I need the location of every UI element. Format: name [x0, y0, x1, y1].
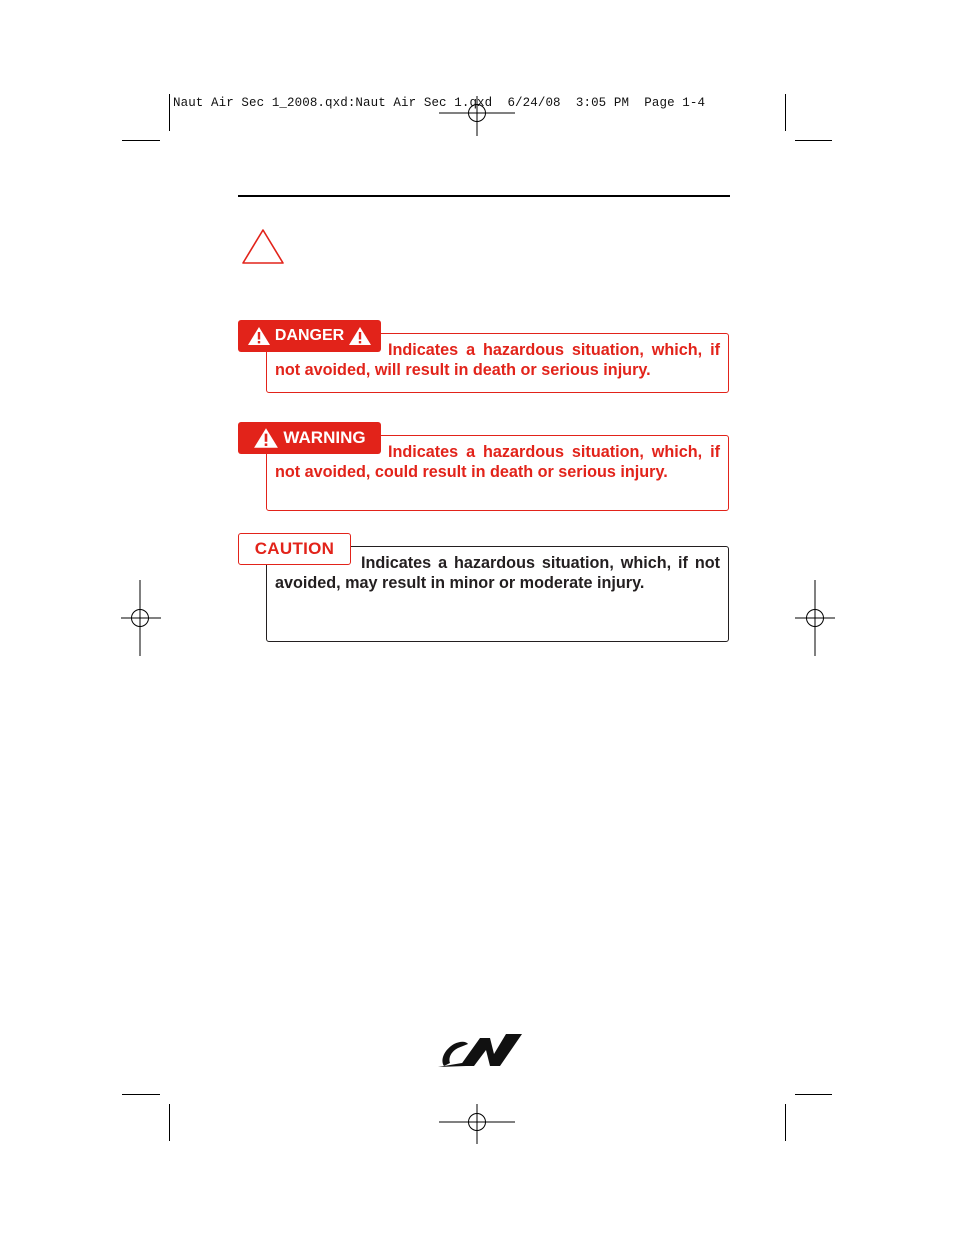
warning-triangle-icon: [241, 228, 285, 266]
header-rule: [238, 195, 730, 197]
nautilus-logo-icon: [438, 1032, 524, 1068]
warning-text: Indicates a hazardous situation, which, if not avoided, could result in death or serious injury.: [275, 443, 720, 481]
crop-mark: [795, 140, 832, 141]
crop-mark: [122, 140, 160, 141]
danger-label: [238, 320, 381, 352]
crop-mark: [785, 94, 786, 131]
warning-label-text: WARNING: [283, 428, 366, 447]
danger-text: Indicates a hazardous situation, which, if not avoided, will result in death or serious injury.: [275, 341, 720, 379]
warning-triangle-icon: [247, 326, 271, 346]
registration-mark-icon: [439, 96, 515, 136]
file-slug: Naut Air Sec 1_2008.qxd:Naut Air Sec 1.qxd 6/24/08 3:05 PM Page 1-4: [173, 96, 706, 110]
danger-label-text: DANGER: [274, 327, 345, 344]
caution-label: CAUTION: [238, 533, 351, 565]
registration-mark-icon: [795, 580, 835, 656]
crop-mark: [785, 1104, 786, 1141]
crop-mark: [122, 1094, 160, 1095]
registration-mark-icon: [439, 1104, 515, 1144]
crop-mark: [795, 1094, 832, 1095]
crop-mark: [169, 94, 170, 131]
warning-triangle-icon: [253, 427, 279, 449]
crop-mark: [169, 1104, 170, 1141]
registration-mark-icon: [121, 580, 161, 656]
warning-label: [238, 422, 381, 454]
warning-triangle-icon: [348, 326, 372, 346]
caution-text: Indicates a hazardous situation, which, if not avoided, may result in minor or moderate injury.: [275, 554, 720, 592]
